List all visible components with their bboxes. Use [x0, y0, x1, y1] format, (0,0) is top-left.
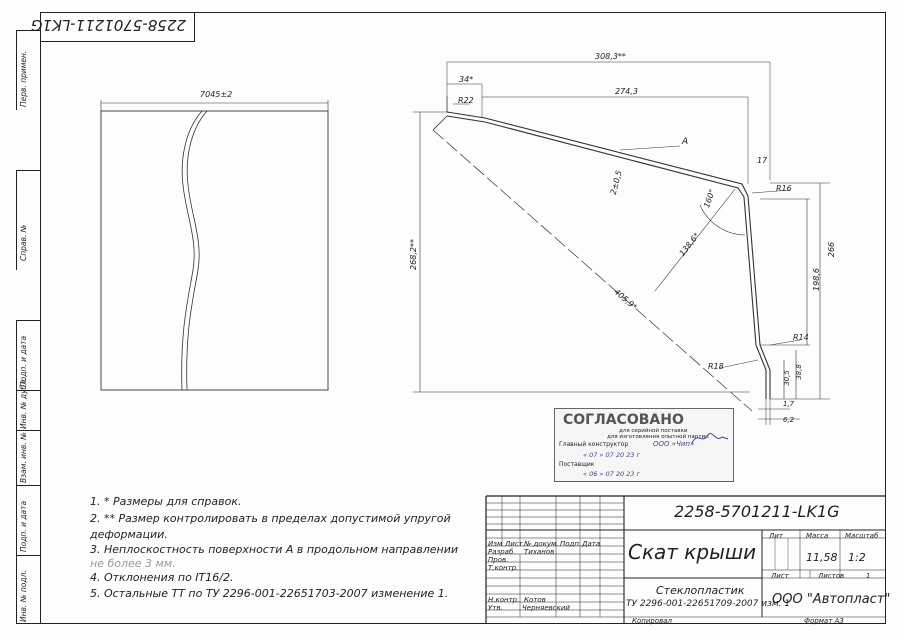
tb-part-name: Скат крыши	[628, 540, 757, 564]
tb-designation: 2258-5701211-LK1G	[674, 502, 840, 521]
tb-mass: 11,58	[806, 551, 838, 564]
tb-hdr: Изм	[488, 540, 503, 548]
dim-flat-width: 7045±2	[200, 90, 233, 99]
tb-hdr: № докум.	[524, 540, 559, 548]
dim-1-7-bottom: 1,7	[783, 400, 795, 408]
side-label: Инв. № подл.	[19, 570, 28, 622]
note-line: 1. * Размеры для справок.	[90, 495, 242, 508]
note-line: деформации.	[90, 528, 168, 541]
tb-name: Тиханов	[524, 548, 555, 556]
note-line: не более 3 мм.	[90, 557, 176, 570]
title-block	[486, 496, 891, 625]
dim-top-len: 274,3	[615, 87, 638, 96]
tb-sheets: 1	[866, 572, 871, 580]
tb-role: Пров.	[488, 556, 509, 564]
dim-r16: R16	[776, 184, 792, 193]
tb-sheets-label: Листов	[818, 572, 845, 580]
tb-mass-label: Масса	[806, 532, 829, 540]
side-label: Справ. №	[19, 224, 28, 261]
dim-top-small: 34*	[459, 75, 474, 84]
tb-copied: Копировал	[632, 617, 672, 625]
tb-company: ООО "Автопласт"	[772, 592, 891, 607]
side-label: Взам. инв. №	[19, 432, 28, 483]
tb-role: Разраб.	[488, 548, 516, 556]
stamp-supplier-label: Поставщик	[559, 461, 595, 468]
corner-code: 2258-5701211-LK1G	[30, 16, 186, 34]
note-line: 3. Неплоскостность поверхности А в продольном направлении	[90, 543, 458, 556]
tb-hdr: Лист	[505, 540, 523, 548]
stamp-supplier-date: « 06 » 07 20 23 г	[583, 470, 640, 478]
tb-hdr: Подп.	[560, 540, 582, 548]
note-line: 2. ** Размер контролировать в пределах допустимой упругой	[90, 512, 451, 525]
dim-thickness: 2±0,5	[608, 169, 624, 196]
dim-angle: 160°	[702, 187, 718, 210]
dim-r14: R14	[793, 333, 809, 342]
stamp-line2: для изготовления опытной партии	[607, 434, 709, 440]
tb-hdr: Дата	[582, 540, 601, 548]
tb-lit-label: Лит	[769, 532, 783, 540]
tb-format: Формат А3	[804, 617, 844, 625]
stamp-chief-org: ООО «Чип»	[653, 440, 695, 448]
dim-overall: 308,3**	[595, 52, 626, 61]
dim-17-top: 17	[757, 156, 768, 165]
stamp-line1: для серийной поставки	[619, 428, 688, 434]
side-label: Подп. и дата	[19, 335, 28, 387]
tb-scale-label: Масштаб	[845, 532, 879, 540]
tb-material-2: ТУ 2296-001-22651709-2007 изм. 1	[626, 599, 791, 609]
note-line: 5. Остальные ТТ по ТУ 2296-001-22651703-2007 изменение 1.	[90, 587, 449, 600]
stamp-chief-label: Главный конструктор	[559, 441, 629, 448]
dim-r-top: R22	[458, 96, 474, 105]
dim-diag: 405,9*	[612, 287, 639, 312]
tb-name: Черняевский	[522, 604, 570, 612]
side-label: Перв. примен.	[19, 50, 28, 107]
tb-material-1: Стеклопластик	[656, 584, 745, 597]
tb-name: Котов	[524, 596, 546, 604]
note-line: 4. Отклонения по IT16/2.	[90, 571, 234, 584]
dim-30-5: 30,5	[782, 370, 791, 386]
tb-sheet-label: Лист	[771, 572, 789, 580]
tb-role: Утв.	[488, 604, 503, 612]
side-label: Инв. № дубл.	[19, 377, 28, 429]
dim-h268: 268,2**	[408, 239, 418, 270]
side-label: Подп. и дата	[19, 500, 28, 552]
dim-6-2: 6,2	[783, 416, 795, 424]
tb-role: Н.контр.	[488, 596, 520, 604]
tb-scale: 1:2	[848, 551, 866, 564]
label-surface-a: А	[682, 137, 689, 147]
dim-h198: 198,6	[811, 268, 821, 291]
dim-r18: R18	[708, 362, 724, 371]
dim-h266: 266	[827, 241, 837, 258]
dim-138: 138,6*	[677, 231, 702, 258]
stamp-title: СОГЛАСОВАНО	[563, 412, 684, 428]
stamp-chief-date: « 07 » 07 20 23 г	[583, 451, 640, 459]
dim-38-8: 38,8	[794, 364, 803, 380]
tb-role: Т.контр.	[488, 564, 519, 572]
